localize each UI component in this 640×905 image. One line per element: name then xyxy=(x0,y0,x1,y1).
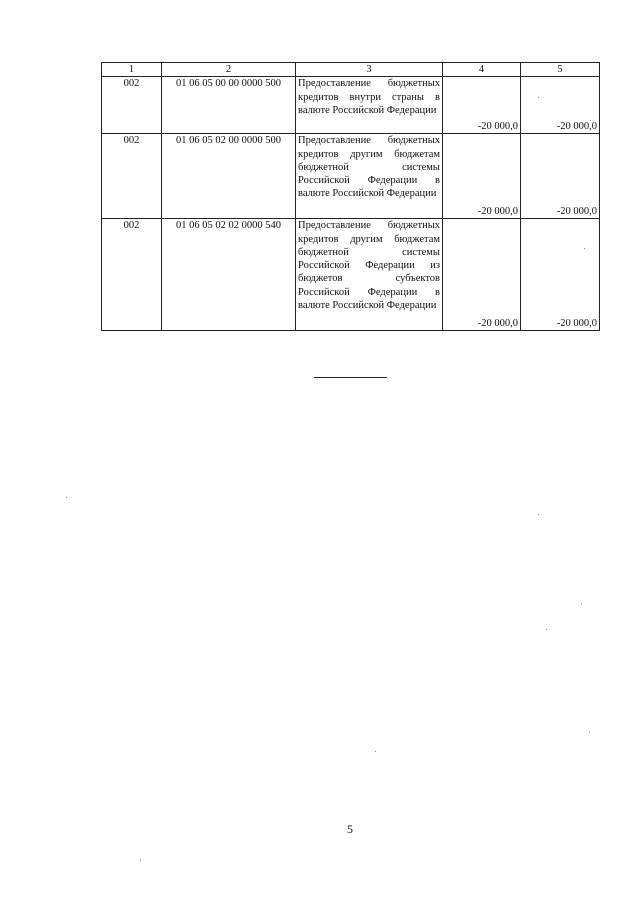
admin-code-cell: 002 xyxy=(102,77,162,134)
description-cell: Предоставление бюджетных кредитов другим бюджетам бюджетной системы Российской Федерации в валюте Российской Федерации xyxy=(296,134,443,219)
end-of-table-divider xyxy=(314,377,387,378)
classification-code-cell: 01 06 05 00 00 0000 500 xyxy=(162,77,296,134)
classification-code-cell: 01 06 05 02 02 0000 540 xyxy=(162,219,296,331)
amount-cell-col5: -20 000,0 xyxy=(521,134,600,219)
scan-speck xyxy=(66,497,67,498)
column-header-1: 1 xyxy=(102,63,162,77)
table-row xyxy=(102,134,600,219)
page-number: 5 xyxy=(347,822,353,836)
scan-speck xyxy=(546,629,547,630)
scan-speck xyxy=(538,514,539,515)
table-row xyxy=(102,77,600,134)
admin-code-cell: 002 xyxy=(102,134,162,219)
classification-code-cell: 01 06 05 02 00 0000 500 xyxy=(162,134,296,219)
description-cell: Предоставление бюджетных кредитов внутри страны в валюте Российской Федерации xyxy=(296,77,443,134)
column-header-5: 5 xyxy=(521,63,600,77)
scan-speck xyxy=(590,120,591,121)
column-header-3: 3 xyxy=(296,63,443,77)
column-header-2: 2 xyxy=(162,63,296,77)
amount-cell-col5: -20 000,0 xyxy=(521,219,600,331)
amount-cell-col4: -20 000,0 xyxy=(443,134,521,219)
scan-speck xyxy=(589,732,590,733)
table-header-row xyxy=(102,63,600,77)
amount-cell-col4: -20 000,0 xyxy=(443,219,521,331)
admin-code-cell: 002 xyxy=(102,219,162,331)
column-header-4: 4 xyxy=(443,63,521,77)
budget-sources-table xyxy=(101,62,600,331)
description-cell: Предоставление бюджетных кредитов другим бюджетам бюджетной системы Российской Федерации из бюджетов субъектов Российской Федерации в валюте Российской Федерации xyxy=(296,219,443,331)
scan-speck xyxy=(584,248,585,249)
scan-speck xyxy=(581,603,582,604)
amount-cell-col5: -20 000,0 xyxy=(521,77,600,134)
scan-speck xyxy=(538,97,539,98)
amount-cell-col4: -20 000,0 xyxy=(443,77,521,134)
table-row xyxy=(102,219,600,331)
scan-speck xyxy=(140,860,141,861)
scan-speck xyxy=(375,751,376,752)
